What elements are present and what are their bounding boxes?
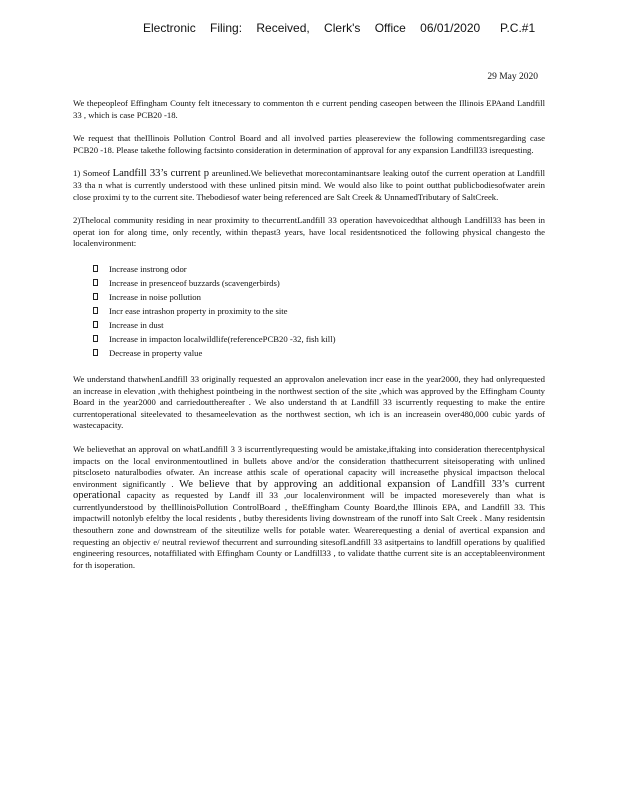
bullet-box-icon: [93, 293, 98, 300]
list-item: Incr ease intrashon property in proximity to the site: [93, 304, 545, 318]
filing-header: [0, 18, 618, 38]
list-item: Increase in dust: [93, 318, 545, 332]
bullet-box-icon: [93, 265, 98, 272]
paragraph-request: We request that theIllinois Pollution Control Board and all involved parties pleasereview the following commentsregarding case PCB20 -18. Please takethe following factsinto consideration in determination of approval for any expansion Landfill33 isrequesting.: [73, 133, 545, 155]
filing-stamp: Electronic Filing: Received, Clerk's Office 06/01/2020: [143, 21, 481, 35]
point-one-text: areunlined.We believethat morecontaminantsare leaking outof the current operation at Landfill 33 tha n what is currently understood with these unlined pitsin mind. We would also like to point outthat publicbodiesofwater arein close proximi ty to the current site. Thebodiesof water being referenced are Salt Creek & UnnamedTributary of SaltCreek.: [73, 168, 546, 202]
paragraph-community: 2)Thelocal community residing in near proximity to thecurrentLandfill 33 operation havevoicedthat although Landfill33 has been in operat ion for along time, only recently, within thepast3 years, have local residentsnoticed the following physical changesto the localenvironment:: [73, 215, 545, 249]
public-comment-number: P.C.#1: [500, 21, 536, 35]
bullet-box-icon: [93, 335, 98, 342]
bullet-box-icon: [93, 349, 98, 356]
paragraph-intro: We thepeopleof Effingham County felt itnecessary to commenton th e current pending caseopen between the Illinois EPAand Landfill 33 , which is case PCB20 -18.: [73, 98, 545, 120]
belief-text: We believethat an approval on whatLandfill 3 3 iscurrentlyrequesting would be amistake,iftaking into consideration therecentphysical impacts on the local environmentoutlined in bullets above and/or the consideration thatthecurrent siteisoperating with unlined pitscloseto naturalbodies ofwater. An increase atthis scale of operational capacity will increasethe physical impactson thelocal environment significantly .: [73, 443, 545, 489]
letter-body: [73, 98, 545, 583]
list-item: Decrease in property value: [93, 346, 545, 360]
point-one-lead: 1) Someof: [73, 168, 110, 179]
bullet-box-icon: [93, 279, 98, 286]
bullet-box-icon: [93, 307, 98, 314]
list-item: Increase in presenceof buzzards (scavengerbirds): [93, 276, 545, 290]
emphasized-text: We believe that by approving an additional expansion of Landfill 33’s current operational: [73, 478, 545, 502]
paragraph-elevation-history: We understand thatwhenLandfill 33 originally requested an approvalon anelevation incr ease in the year2000, they had onlyrequested an increase in elevation ,with thehighest pointbeing in the northwest section of the site ,which was approved by the Effingham County Board in the year2000 and carriedoutthereafter . We also understand th at Landfill 33 iscurrently requesting to make the entire currentoperational siteelevated to thesameelevation as the northwest section, wh ich is an increasein over480,000 cubic yards of wastecapacity.: [73, 373, 545, 431]
list-item: Increase in impacton localwildlife(referencePCB20 -32, fish kill): [93, 332, 545, 346]
bullet-box-icon: [93, 321, 98, 328]
letter-date: 29 May 2020: [487, 72, 538, 82]
environment-changes-list: [93, 262, 545, 360]
paragraph-unlined-pits: [73, 168, 545, 203]
impact-text: capacity as requested by Landf ill 33 ,our localenvironment will be impacted moreseverely than what is currentlyunderstood by theIllinoisPollution ControlBoard , theEffingham County Board,the Illinois EPA, and Landfill 33. This impactwill notonlyb efeltby the local residents , butby theresidents living downstream of the runoff into Salt Creek . Many residentsin thesouthern zone and downstream of the siteutilize wells for potable water. Wearerequesting a denial of avertical expansion and requesting an objectiv e/ neutral reviewof thecurrent and surrounding sitesofLandfill 33 asitpertains to landfill operations by qualified engineering resources, notaffiliated with Effingham County or Landfill33 , to validate thatthe current site is an acceptableenvironment for th isoperation.: [73, 490, 545, 570]
list-item: Increase in noise pollution: [93, 290, 545, 304]
paragraph-request-denial: [73, 444, 545, 572]
list-item: Increase instrong odor: [93, 262, 545, 276]
emphasized-text: Landfill 33’s current p: [112, 168, 210, 180]
